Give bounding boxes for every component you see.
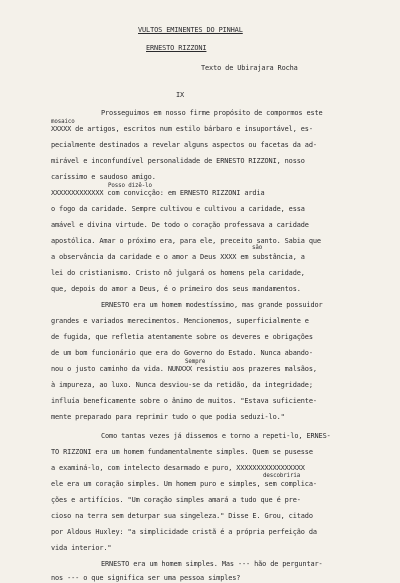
handwritten-correction: são — [252, 245, 263, 251]
handwritten-correction: mosaico — [51, 119, 75, 125]
text-line: Como tantas vezes já dissemos e torno a repeti-lo, ERNES- — [101, 432, 331, 440]
text-line: apostólica. Amar o próximo era, para ele, preceito santo. Sabia que — [51, 237, 321, 245]
text-line: ções e artifícios. "Um coração simples amará a tudo que é pre- — [51, 496, 301, 504]
text-line: influía beneficamente sobre o ânimo de muitos. "Estava suficiente- — [51, 397, 317, 405]
text-line: nos --- o que significa ser uma pessoa simples? — [51, 574, 241, 582]
text-line: a examiná-lo, com intelecto desarmado e puro, XXXXXXXXXXXXXXXXX — [51, 464, 305, 472]
series-title: VULTOS EMINENTES DO PINHAL — [138, 26, 243, 34]
text-line: mirável e inconfundível personalidade de ERNESTO RIZZONI, nosso — [51, 157, 305, 165]
text-line: ele era um coração simples. Um homem puro e simples, sem complica- — [51, 480, 317, 488]
text-line: que, depois do amor a Deus, é o primeiro dos seus mandamentos. — [51, 285, 301, 293]
text-line: de fugida, que refletia atentamente sobre os deveres e obrigações — [51, 333, 313, 341]
text-line: Prosseguimos em nosso firme propósito de compormos este — [101, 109, 323, 117]
text-line: ERNESTO era um homem simples. Mas --- hão de perguntar- — [101, 560, 323, 568]
text-line: grandes e variados merecimentos. Mencionemos, superficialmente e — [51, 317, 309, 325]
text-line: TO RIZZONI era um homem fundamentalmente simples. Quem se pusesse — [51, 448, 313, 456]
handwritten-correction: Posso dizê-lo — [108, 183, 152, 189]
text-line: o fogo da caridade. Sempre cultivou e cultivou a caridade, essa — [51, 205, 305, 213]
text-line: à impureza, ao luxo. Nunca desviou-se da retidão, da integridade; — [51, 381, 313, 389]
text-line: amável e divina virtude. De todo o coração professava a caridade — [51, 221, 309, 229]
text-line: mente preparado para reprimir tudo o que podia seduzi-lo." — [51, 413, 285, 421]
byline: Texto de Ubirajara Rocha — [201, 64, 298, 72]
handwritten-correction: descobriria — [263, 473, 301, 479]
text-line: a observância da caridade e o amor a Deus XXXX em substância, a — [51, 253, 305, 261]
part-number: IX — [176, 91, 185, 99]
text-line: por Aldous Huxley: "a simplicidade cristã é a própria perfeição da — [51, 528, 317, 536]
text-line: lei do cristianismo. Cristo nô julgará os homens pela caridade, — [51, 269, 305, 277]
text-line: vida interior." — [51, 544, 112, 552]
handwritten-correction: Sempre — [185, 359, 206, 365]
subject-title: ERNESTO RIZZONI — [146, 44, 207, 52]
text-line: pecialmente destinados a revelar alguns aspectos ou facetas da ad- — [51, 141, 317, 149]
text-line: cioso na terra sem deturpar sua singeleza." Disse E. Grou, citado — [51, 512, 313, 520]
text-line: XXXXXXXXXXXXX com convicção: em ERNESTO RIZZONI ardia — [51, 189, 265, 197]
text-line: caríssimo e saudoso amigo. — [51, 173, 156, 181]
text-line: XXXXX de artigos, escritos num estilo bárbaro e insuportável, es- — [51, 125, 313, 133]
text-line: ERNESTO era um homem modestíssimo, mas grande possuidor — [101, 301, 323, 309]
text-line: de um bom funcionário que era do Governo do Estado. Nunca abando- — [51, 349, 313, 357]
text-line: nou o justo caminho da vida. NUNXXX resistiu aos prazeres malsãos, — [51, 365, 317, 373]
